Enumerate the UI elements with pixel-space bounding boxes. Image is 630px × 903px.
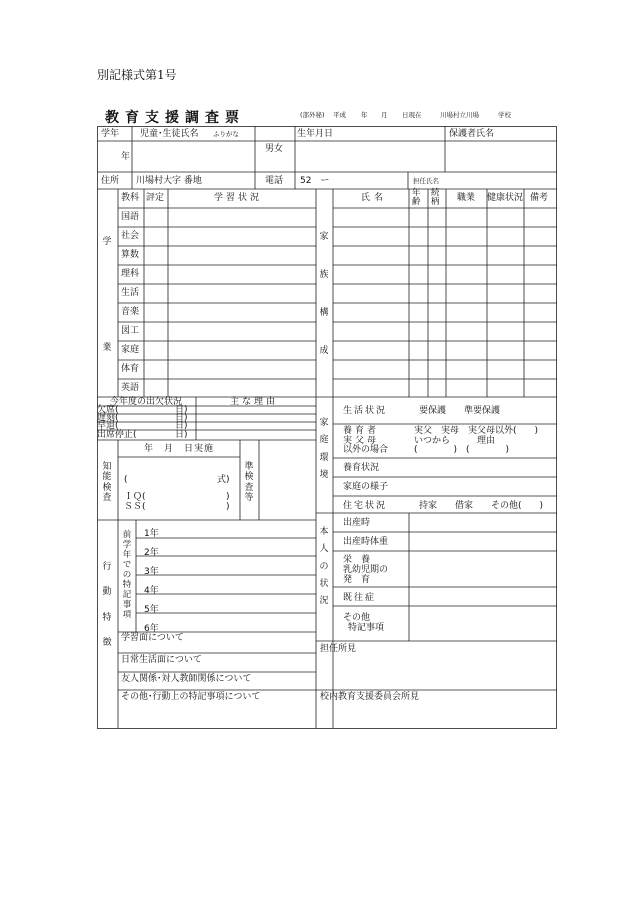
document-title: 教育支援調査票 — [105, 110, 245, 126]
as-of-label: 日現在 — [402, 111, 422, 119]
ss-label: ＳＳ( — [124, 502, 146, 512]
phone-value: 52 ー — [300, 176, 330, 186]
nutrition-label: 栄 養 — [343, 555, 371, 565]
year-2: 2年 — [144, 548, 159, 558]
era-label: 平成 — [333, 111, 346, 119]
late-unit: 日) — [175, 413, 188, 423]
learning-label: 学習面について — [121, 633, 184, 643]
related-test-label: 準 検 査 等 — [244, 462, 254, 504]
parents-label: 実父母 — [343, 436, 380, 446]
test-date: 年 月 日実施 — [144, 444, 215, 454]
year-4: 4年 — [144, 586, 159, 596]
subject-social: 社会 — [121, 231, 140, 241]
test-label: 知 能 検 査 — [102, 462, 112, 504]
parents-other-label: 以外の場合 — [343, 445, 389, 455]
subject-life: 生活 — [121, 288, 140, 298]
living-label: 生活状況 — [343, 406, 388, 416]
col-eval: 評定 — [146, 193, 165, 203]
subject-pe: 体育 — [121, 364, 140, 374]
iq-close: ) — [226, 492, 230, 502]
year-label: 年 — [361, 111, 368, 119]
housing-options: 持家 借家 その他( ) — [419, 501, 544, 511]
subject-art: 図工 — [121, 326, 140, 336]
col-health: 健康状況 — [487, 193, 524, 203]
col-note: 備考 — [530, 193, 549, 203]
self-label: 本 人 の 状 況 — [319, 527, 329, 607]
living-options: 要保護 準要保護 — [419, 406, 501, 416]
subject-japanese: 国語 — [121, 212, 140, 222]
caretaker-label: 養育者 — [343, 426, 380, 436]
test-formula-close: 式) — [217, 475, 230, 485]
since-label: いつから 理由 — [414, 436, 496, 446]
phone-label: 電話 — [265, 176, 284, 186]
history-label: 既往症 — [343, 593, 377, 603]
absent-unit: 日) — [175, 405, 188, 415]
year-6: 6年 — [144, 624, 159, 634]
household-label: 家庭の様子 — [343, 482, 389, 492]
daily-life-label: 日常生活面について — [121, 655, 202, 665]
col-subject: 教科 — [121, 193, 140, 203]
other-bottom-label: 特記事項 — [348, 623, 385, 633]
subject-home: 家庭 — [121, 345, 140, 355]
caretaker-options: 実父 実母 実父母以外( ) — [414, 426, 539, 436]
development-label: 発 育 — [343, 575, 371, 585]
col-study-status: 学習状況 — [214, 193, 263, 203]
year-3: 3年 — [144, 567, 159, 577]
early-label: 早退( — [97, 421, 119, 431]
teacher-opinion-label: 担任所見 — [320, 644, 357, 654]
suspended-label: 出席停止( — [97, 430, 137, 440]
academics-label-top: 学 — [102, 237, 112, 247]
family-label-4: 成 — [319, 346, 329, 356]
committee-opinion-label: 校内教育支援委員会所見 — [320, 692, 420, 702]
subject-science: 理科 — [121, 269, 140, 279]
confidential-label: (部外秘) — [300, 111, 325, 119]
attendance-reason-header: 主な理由 — [230, 397, 279, 407]
other-top-label: その他 — [343, 613, 371, 623]
birth-weight-label: 出産時体重 — [343, 537, 389, 547]
home-label: 家 庭 環 境 — [319, 418, 329, 481]
subject-english: 英語 — [121, 383, 140, 393]
academics-label-bottom: 業 — [102, 343, 112, 353]
ss-close: ) — [226, 502, 230, 512]
late-label: 遅刻( — [97, 413, 119, 423]
col-name: 氏名 — [361, 193, 388, 203]
school-suffix: 学校 — [498, 111, 511, 119]
family-label-1: 家 — [319, 232, 329, 242]
col-job: 職業 — [457, 193, 476, 203]
infant-label: 乳幼児期の — [343, 565, 389, 575]
teacher-name-label: 担任氏名 — [413, 177, 439, 185]
test-formula-open: ( — [124, 475, 128, 485]
family-label-3: 構 — [319, 308, 329, 318]
birthdate-label: 生年月日 — [297, 129, 334, 139]
grade-unit: 年 — [121, 152, 131, 162]
student-name-label: 児童･生徒氏名 — [140, 129, 199, 139]
upbringing-label: 養育状況 — [343, 463, 380, 473]
iq-label: ＩＱ( — [124, 492, 146, 502]
relations-label: 友人関係･対人教師関係について — [121, 674, 252, 684]
housing-label: 住宅状況 — [343, 501, 388, 511]
attendance-header: 今年度の出欠状況 — [110, 397, 183, 407]
behavior-label: 行 動 特 徴 — [102, 562, 112, 649]
school-prefix: 川場村立川場 — [440, 111, 479, 119]
col-relation: 続柄 — [431, 188, 440, 207]
furigana-label: ふりがな — [213, 130, 239, 138]
year-1: 1年 — [144, 529, 159, 539]
col-age: 年齢 — [412, 188, 421, 207]
guardian-label: 保護者氏名 — [449, 129, 495, 139]
year-5: 5年 — [144, 605, 159, 615]
other-behavior-label: その他･行動上の特記事項について — [121, 692, 261, 702]
subject-math: 算数 — [121, 250, 140, 260]
subject-music: 音楽 — [121, 307, 140, 317]
grade-label: 学年 — [101, 129, 120, 139]
birth-time-label: 出産時 — [343, 518, 371, 528]
suspended-unit: 日) — [175, 430, 188, 440]
early-unit: 日) — [175, 421, 188, 431]
family-label-2: 族 — [319, 270, 329, 280]
gender-label: 男女 — [265, 144, 284, 154]
prior-year-label: 前 学 年 で の 特 記 事 項 — [122, 530, 132, 621]
address-value: 川場村大字 番地 — [136, 176, 202, 186]
address-label: 住所 — [101, 176, 120, 186]
absent-label: 欠席( — [97, 405, 119, 415]
since-paren: ( ) ( ) — [414, 445, 510, 455]
form-number: 別記様式第1号 — [97, 68, 177, 82]
month-label: 月 — [381, 111, 388, 119]
